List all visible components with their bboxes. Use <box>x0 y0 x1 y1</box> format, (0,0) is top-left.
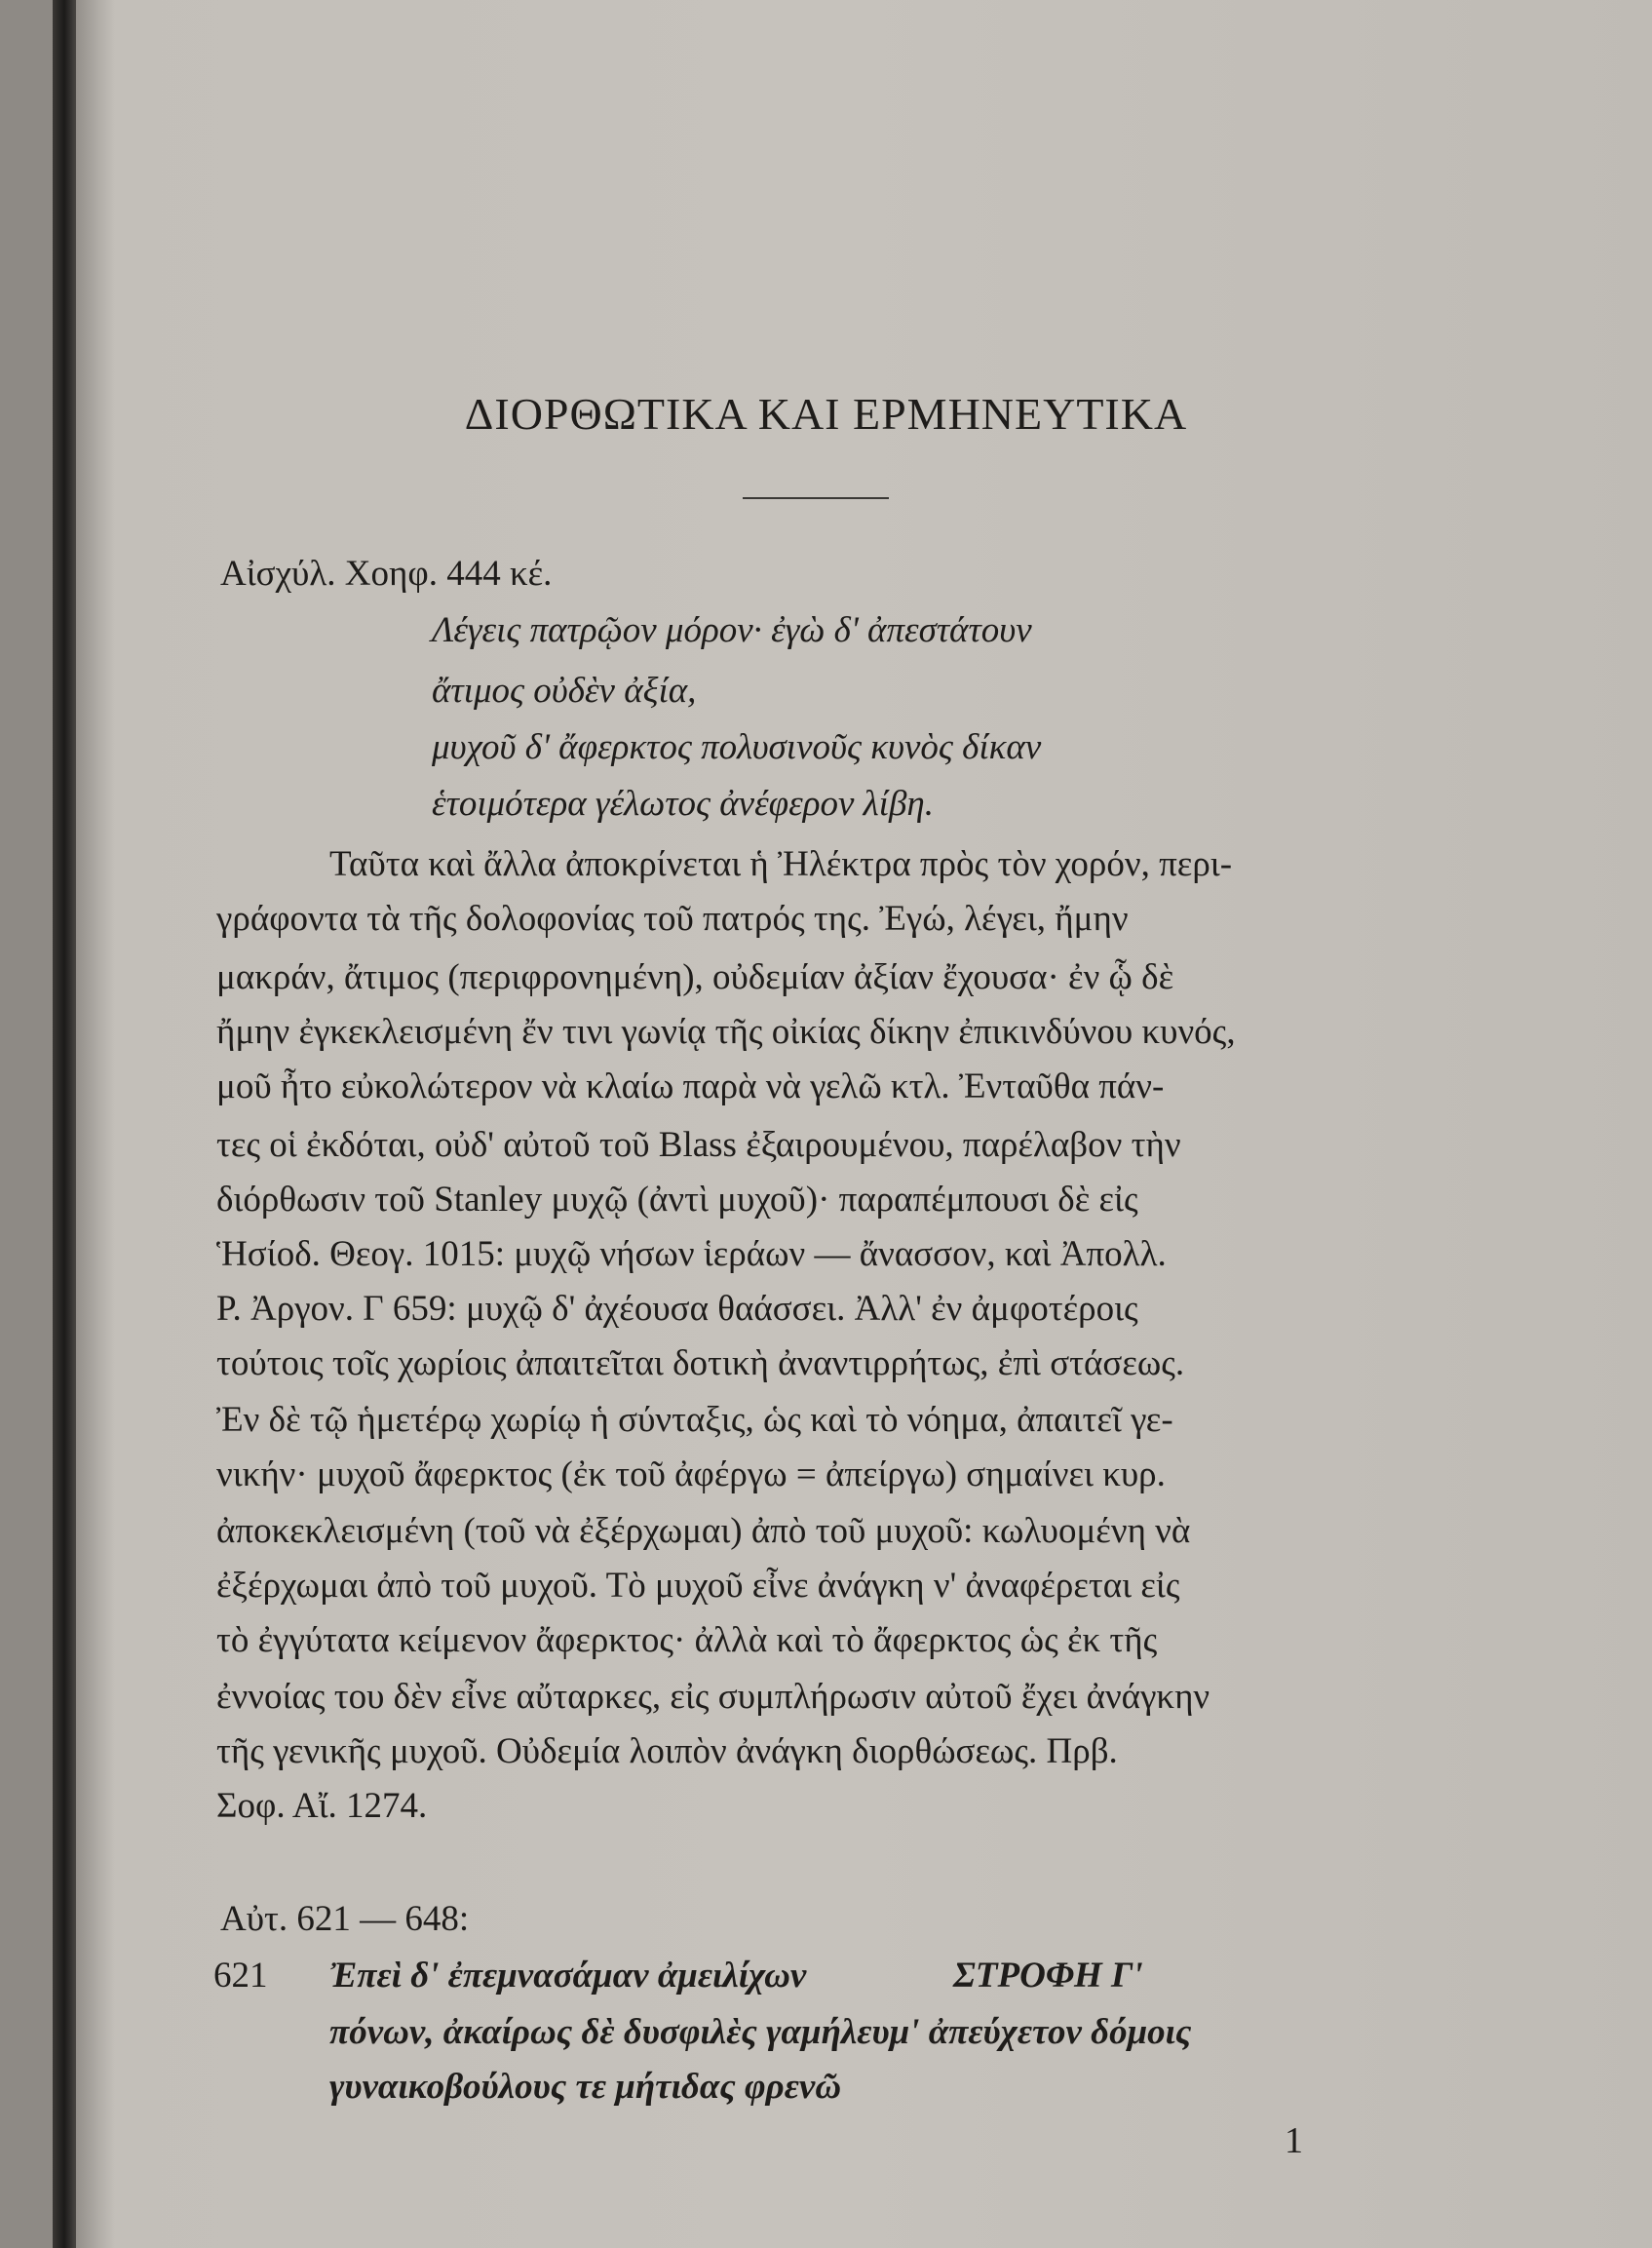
commentary-line: Ρ. Ἀργον. Γ 659: μυχῷ δ' ἀχέουσα θαάσσει. Ἀλλ' ἐν ἀμφοτέροις <box>216 1289 1138 1329</box>
commentary-line: τούτοις τοῖς χωρίοις ἀπαιτεῖται δοτικὴ ἀναντιρρήτως, ἐπὶ στάσεως. <box>216 1343 1185 1383</box>
commentary-line: Ἡσίοδ. Θεογ. 1015: μυχῷ νήσων ἱεράων — ἄνασσον, καὶ Ἀπολλ. <box>216 1234 1167 1274</box>
section1-reference: Αἰσχύλ. Χοηφ. 444 κέ. <box>220 554 553 594</box>
commentary-line: Ταῦτα καὶ ἄλλα ἀποκρίνεται ἡ Ἠλέκτρα πρὸς τὸν χορόν, περι- <box>329 844 1233 884</box>
commentary-line: ἐξέρχωμαι ἀπὸ τοῦ μυχοῦ. Τὸ μυχοῦ εἶνε ἀνάγκη ν' ἀναφέρεται εἰς <box>216 1566 1180 1606</box>
verse-line-number: 621 <box>213 1956 268 1996</box>
page-heading: ΔΙΟΡΘΩΤΙΚΑ ΚΑΙ ΕΡΜΗΝΕΥΤΙΚΑ <box>464 389 1188 439</box>
verse-line: ἑτοιμότερα γέλωτος ἀνέφερον λίβη. <box>432 784 934 824</box>
commentary-line: ἀποκεκλεισμένη (τοῦ νὰ ἐξέρχωμαι) ἀπὸ τοῦ μυχοῦ: κωλυομένη νὰ <box>216 1511 1191 1551</box>
commentary-line: τες οἱ ἐκδόται, οὐδ' αὐτοῦ τοῦ Blass ἐξαιρουμένου, παρέλαβον τὴν <box>216 1125 1181 1165</box>
commentary-line: νικήν· μυχοῦ ἄφερκτος (ἐκ τοῦ ἀφέργω = ἀπείργω) σημαίνει κυρ. <box>216 1454 1166 1494</box>
commentary-line: γράφοντα τὰ τῆς δολοφονίας τοῦ πατρός της. Ἐγώ, λέγει, ἤμην <box>216 899 1129 939</box>
commentary-line: Σοφ. Αἴ. 1274. <box>216 1786 428 1826</box>
section2-reference: Αὐτ. 621 — 648: <box>220 1899 470 1939</box>
spine-shadow <box>76 0 115 2248</box>
commentary-line: ἤμην ἐγκεκλεισμένη ἔν τινι γωνίᾳ τῆς οἰκίας δίκην ἐπικινδύνου κυνός, <box>216 1012 1236 1052</box>
commentary-line: διόρθωσιν τοῦ Stanley μυχῷ (ἀντὶ μυχοῦ)· παραπέμπουσι δὲ εἰς <box>216 1180 1138 1220</box>
verse-line: ἄτιμος οὐδὲν ἀξία, <box>432 671 697 711</box>
commentary-line: ἐννοίας του δὲν εἶνε αὔταρκες, εἰς συμπλήρωσιν αὐτοῦ ἔχει ἀνάγκην <box>216 1677 1210 1717</box>
verse-line: Λέγεις πατρῷον μόρον· ἐγὼ δ' ἀπεστάτουν <box>432 610 1032 650</box>
book-spine <box>53 0 76 2248</box>
strophe-line: γυναικοβούλους τε μήτιδας φρενῶ <box>329 2067 842 2107</box>
heading-rule <box>743 497 889 499</box>
page-number: 1 <box>1285 2120 1303 2161</box>
strophe-label: ΣΤΡΟΦΗ Γ' <box>953 1956 1143 1996</box>
facing-page-edge <box>0 0 53 2248</box>
commentary-line: Ἐν δὲ τῷ ἡμετέρῳ χωρίῳ ἡ σύνταξις, ὡς καὶ τὸ νόημα, ἀπαιτεῖ γε- <box>216 1400 1173 1440</box>
commentary-line: τῆς γενικῆς μυχοῦ. Οὐδεμία λοιπὸν ἀνάγκη διορθώσεως. Πρβ. <box>216 1731 1118 1771</box>
strophe-first-line: Ἐπεὶ δ' ἐπεμνασάμαν ἀμειλίχων <box>329 1956 807 1996</box>
commentary-line: τὸ ἐγγύτατα κείμενον ἄφερκτος· ἀλλὰ καὶ τὸ ἄφερκτος ὡς ἐκ τῆς <box>216 1620 1158 1660</box>
verse-line: μυχοῦ δ' ἄφερκτος πολυσινοῦς κυνὸς δίκαν <box>432 727 1042 767</box>
commentary-line: μακράν, ἄτιμος (περιφρονημένη), οὐδεμίαν ἀξίαν ἔχουσα· ἐν ᾧ δὲ <box>216 957 1174 997</box>
strophe-line: πόνων, ἀκαίρως δὲ δυσφιλὲς γαμήλευμ' ἀπεύχετον δόμοις <box>329 2012 1192 2052</box>
commentary-line: μοῦ ἦτο εὐκολώτερον νὰ κλαίω παρὰ νὰ γελῶ κτλ. Ἐνταῦθα πάν- <box>216 1066 1165 1106</box>
